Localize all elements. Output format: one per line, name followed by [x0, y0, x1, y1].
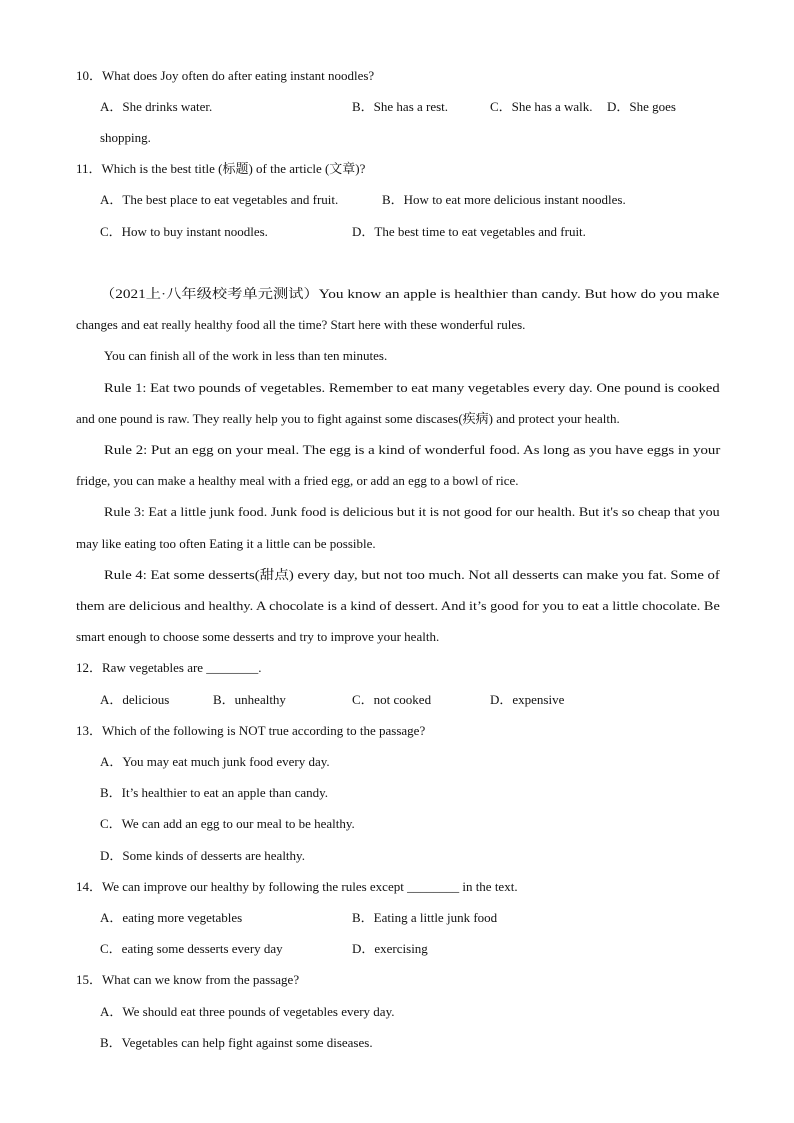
- question-15-stem: 15．What can we know from the passage?: [76, 972, 300, 987]
- question-14-option-c: C．eating some desserts every day: [100, 941, 283, 956]
- question-10-option-c: C．She has a walk.: [490, 99, 593, 114]
- rule-3-line-2: may like eating too often Eating it a little can be possible.: [76, 536, 376, 551]
- question-11-stem: 11．Which is the best title (标题) of the article (文章)?: [76, 161, 366, 176]
- question-13-option-c: C．We can add an egg to our meal to be healthy.: [100, 816, 355, 831]
- question-12-stem: 12．Raw vegetables are ________.: [76, 660, 262, 675]
- question-11-option-d: D．The best time to eat vegetables and fruit.: [352, 224, 586, 239]
- question-13-stem: 13．Which of the following is NOT true according to the passage?: [76, 723, 426, 738]
- rule-1-line-2: and one pound is raw. They really help you to fight against some discases(疾病) and protect your health.: [76, 411, 620, 426]
- question-11-option-a: A．The best place to eat vegetables and fruit.: [100, 192, 339, 207]
- question-12-option-c: C．not cooked: [352, 692, 432, 707]
- question-13-option-d: D．Some kinds of desserts are healthy.: [100, 848, 305, 863]
- rule-2-line-2: fridge, you can make a healthy meal with a fried egg, or add an egg to a bowl of rice.: [76, 473, 519, 488]
- rule-2-line-1: Rule 2: Put an egg on your meal. The egg is a kind of wonderful food. As long as you have eggs in your: [104, 442, 721, 457]
- rule-1-line-1: Rule 1: Eat two pounds of vegetables. Remember to eat many vegetables every day. One pound is cooked: [104, 380, 720, 395]
- question-12-option-a: A．delicious: [100, 692, 170, 707]
- question-10-option-a: A．She drinks water.: [100, 99, 213, 114]
- question-10-stem: 10．What does Joy often do after eating instant noodles?: [76, 68, 375, 83]
- question-12-option-d: D．expensive: [490, 692, 565, 707]
- passage-line-2: changes and eat really healthy food all the time? Start here with these wonderful rules.: [76, 317, 526, 332]
- question-10-option-d: D．She goes: [607, 99, 676, 114]
- question-14-option-a: A．eating more vegetables: [100, 910, 243, 925]
- rule-3-line-1: Rule 3: Eat a little junk food. Junk food is delicious but it is not good for our health. But it's so cheap that you: [104, 504, 720, 519]
- passage-line-1: （2021上·八年级校考单元测试）You know an apple is healthier than candy. But how do you make: [100, 286, 720, 301]
- question-13-option-b: B．It’s healthier to eat an apple than candy.: [100, 785, 329, 800]
- passage-line-3: You can finish all of the work in less than ten minutes.: [104, 348, 388, 363]
- question-11-option-b: B．How to eat more delicious instant noodles.: [382, 192, 626, 207]
- question-10-option-d-continued: shopping.: [100, 130, 151, 145]
- rule-4-line-1: Rule 4: Eat some desserts(甜点) every day, but not too much. Not all desserts can make you fat. Some of: [104, 567, 720, 582]
- question-14-stem: 14．We can improve our healthy by following the rules except ________ in the text.: [76, 879, 518, 894]
- question-15-option-a: A．We should eat three pounds of vegetables every day.: [100, 1004, 395, 1019]
- question-10-option-b: B．She has a rest.: [352, 99, 449, 114]
- rule-4-line-3: smart enough to choose some desserts and try to improve your health.: [76, 629, 440, 644]
- question-11-option-c: C．How to buy instant noodles.: [100, 224, 268, 239]
- question-13-option-a: A．You may eat much junk food every day.: [100, 754, 330, 769]
- question-12-option-b: B．unhealthy: [213, 692, 286, 707]
- rule-4-line-2: them are delicious and healthy. A chocolate is a kind of dessert. And it’s good for you to eat a little chocolate. Be: [76, 598, 720, 613]
- question-14-option-d: D．exercising: [352, 941, 428, 956]
- question-15-option-b: B．Vegetables can help fight against some diseases.: [100, 1035, 373, 1050]
- question-14-option-b: B．Eating a little junk food: [352, 910, 498, 925]
